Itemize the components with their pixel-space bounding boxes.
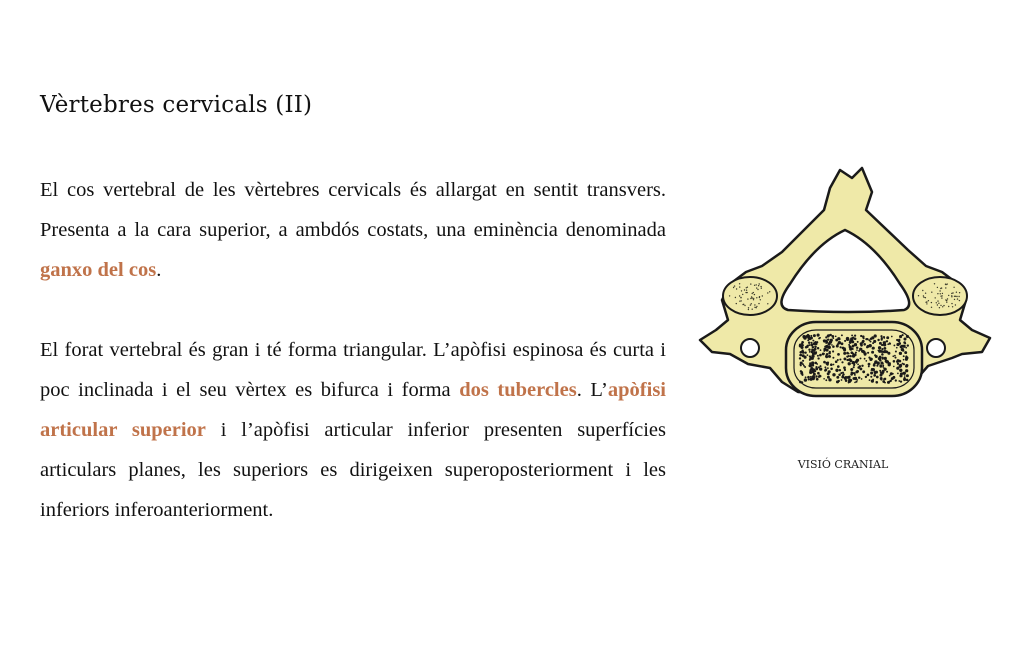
cervical-vertebra-illustration	[690, 160, 1000, 400]
paragraph-2: El forat vertebral és gran i té forma triangular. L’apòfisi espinosa és curta i poc inclinada i el seu vèrtex es bifurca i forma dos tubercles. L’apòfisi articular superior i l’apòfisi articular inferior presenten superfícies articulars planes, les superiors es dirigeixen superoposteriorment i les inferiors inferoanteriorment.	[40, 339, 666, 521]
term-dos-tubercles: dos tubercles	[459, 379, 577, 401]
left-transverse-foramen	[741, 339, 759, 357]
left-articular-facet	[723, 277, 777, 315]
figure-caption: VISIÓ CRANIAL	[797, 458, 889, 471]
term-ganxo-del-cos: ganxo del cos	[40, 259, 157, 281]
right-transverse-foramen	[927, 339, 945, 357]
paragraph-1: El cos vertebral de les vèrtebres cervicals és allargat en sentit transvers. Presenta a la cara superior, a ambdós costats, una eminència denominada ganxo del cos.	[40, 179, 666, 281]
term-apofisi-articular-superior: apòfisi articular superior	[40, 379, 666, 441]
body-text	[40, 170, 666, 570]
page-title: Vèrtebres cervicals (II)	[40, 92, 313, 118]
